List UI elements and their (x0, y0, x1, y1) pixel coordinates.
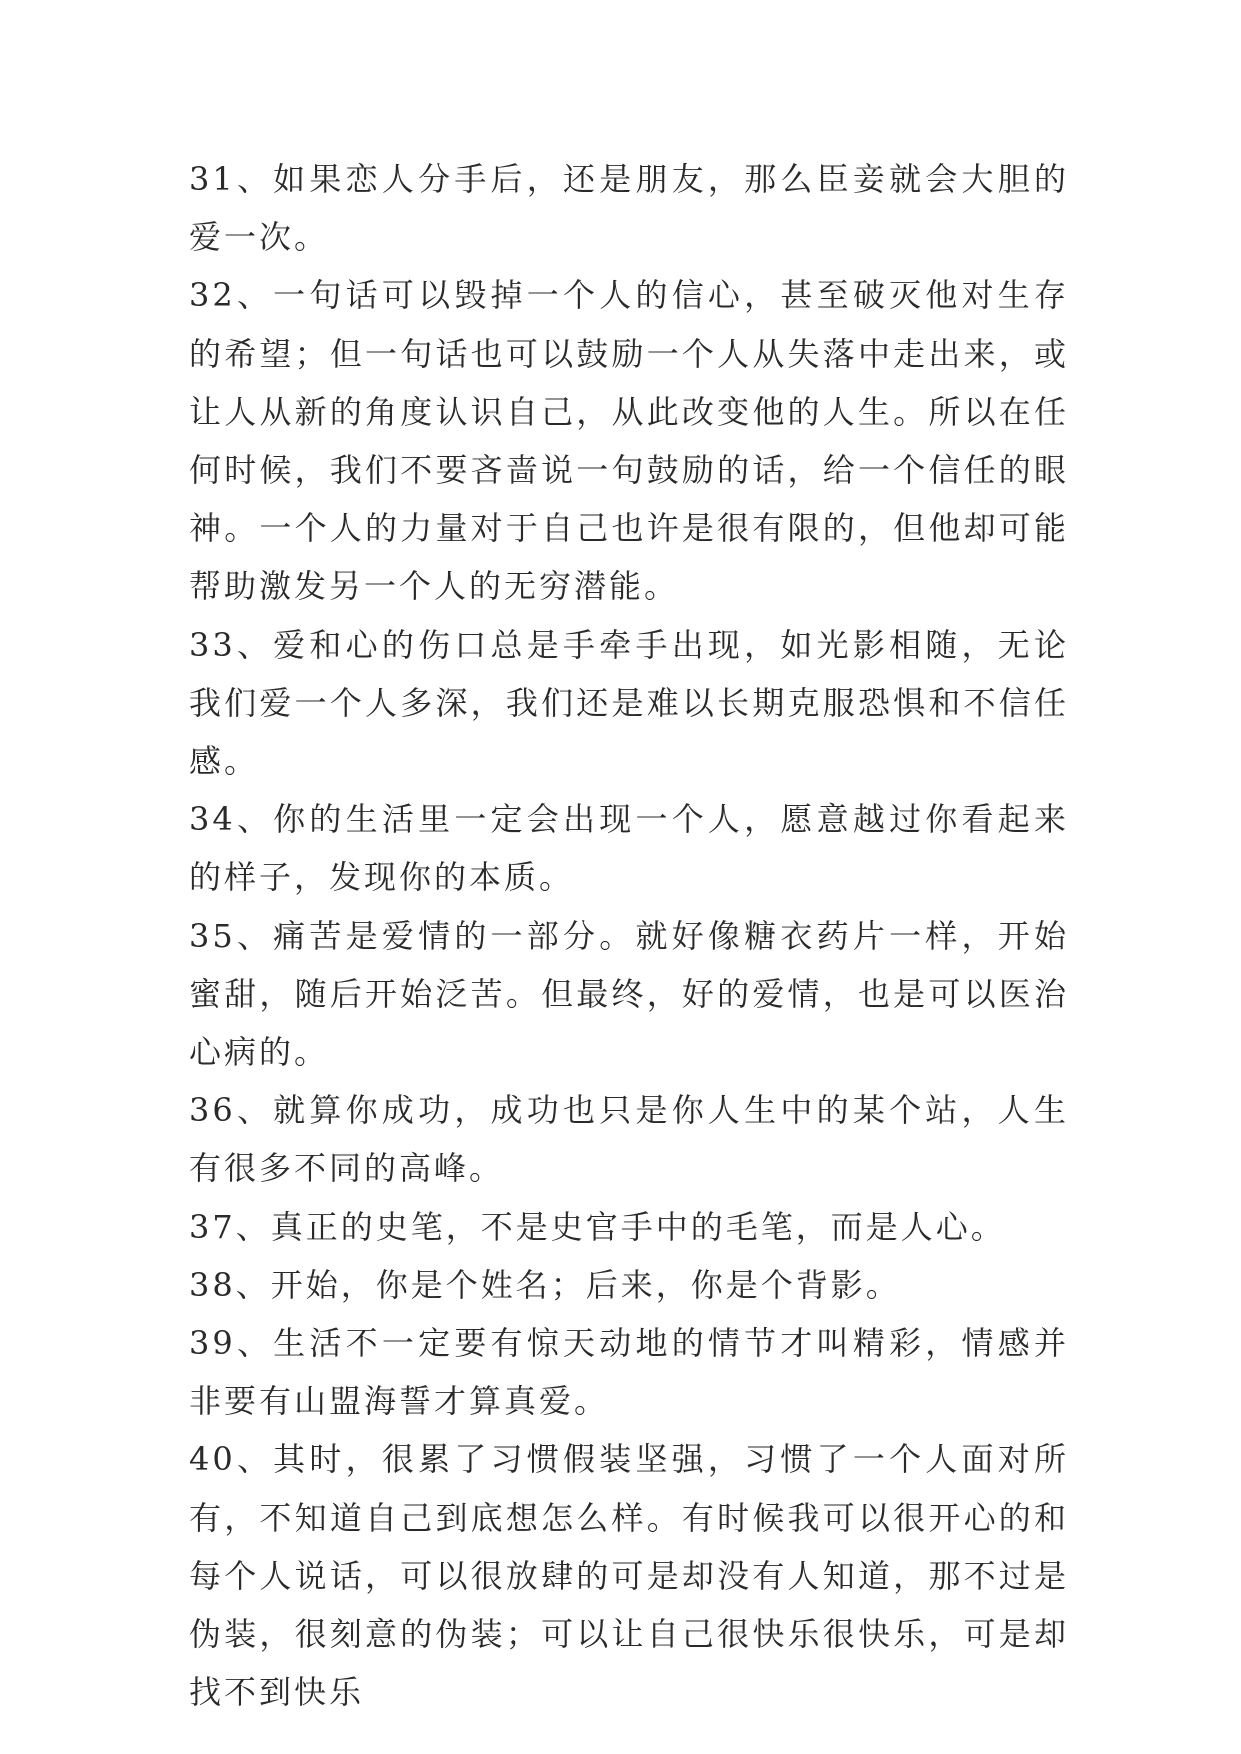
paragraph-38: 38、开始，你是个姓名；后来，你是个背影。 (189, 1265, 901, 1304)
paragraph-39: 39、生活不一定要有惊天动地的情节才叫精彩，情感并非要有山盟海誓才算真爱。 (189, 1324, 1069, 1421)
document-body (189, 150, 1069, 1721)
paragraph-37: 37、真正的史笔，不是史官手中的毛笔，而是人心。 (189, 1207, 1006, 1246)
paragraph-31: 31、如果恋人分手后，还是朋友，那么臣妾就会大胆的爱一次。 (189, 160, 1069, 257)
paragraph-32: 32、一句话可以毁掉一个人的信心，甚至破灭他对生存的希望；但一句话也可以鼓励一个人从失落中走出来，或让人从新的角度认识自己，从此改变他的人生。所以在任何时候，我们不要吝啬说一句鼓励的话，给一个信任的眼神。一个人的力量对于自己也许是很有限的，但他却可能帮助激发另一个人的无穷潜能。 (189, 276, 1069, 606)
paragraph-36: 36、就算你成功，成功也只是你人生中的某个站，人生有很多不同的高峰。 (189, 1091, 1069, 1188)
paragraph-33: 33、爱和心的伤口总是手牵手出现，如光影相随，无论我们爱一个人多深，我们还是难以长期克服恐惧和不信任感。 (189, 625, 1069, 781)
paragraph-35: 35、痛苦是爱情的一部分。就好像糖衣药片一样，开始蜜甜，随后开始泛苦。但最终，好的爱情，也是可以医治心病的。 (189, 916, 1069, 1072)
paragraph-34: 34、你的生活里一定会出现一个人，愿意越过你看起来的样子，发现你的本质。 (189, 800, 1069, 897)
paragraph-40: 40、其时，很累了习惯假装坚强，习惯了一个人面对所有，不知道自己到底想怎么样。有时候我可以很开心的和每个人说话，可以很放肆的可是却没有人知道，那不过是伪装，很刻意的伪装；可以让自己很快乐很快乐，可是却找不到快乐 (189, 1440, 1069, 1712)
